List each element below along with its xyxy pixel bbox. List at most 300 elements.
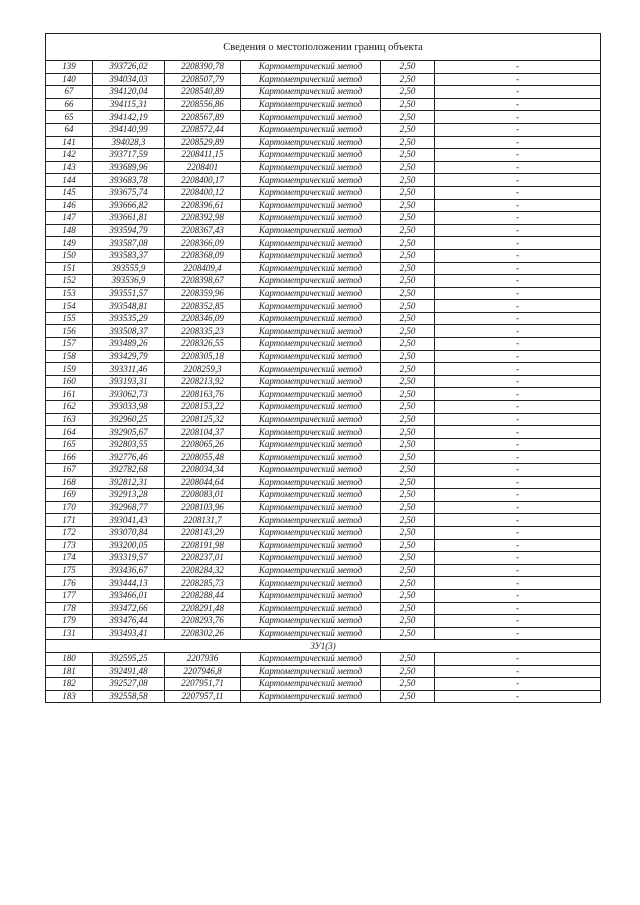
- note-cell: -: [435, 388, 601, 401]
- note-cell: -: [435, 602, 601, 615]
- coord-x-cell: 393429,79: [93, 350, 165, 363]
- coord-y-cell: 2208326,55: [165, 338, 241, 351]
- note-cell: -: [435, 690, 601, 703]
- table-row: [46, 564, 601, 577]
- table-row: [46, 438, 601, 451]
- coord-y-cell: 2208400,12: [165, 186, 241, 199]
- point-number-cell: 65: [46, 111, 93, 124]
- coord-y-cell: 2208305,18: [165, 350, 241, 363]
- point-number-cell: 131: [46, 627, 93, 640]
- note-cell: -: [435, 539, 601, 552]
- coord-x-cell: 393661,81: [93, 212, 165, 225]
- note-cell: -: [435, 86, 601, 99]
- coord-y-cell: 2208409,4: [165, 262, 241, 275]
- table-row: [46, 174, 601, 187]
- point-number-cell: 161: [46, 388, 93, 401]
- accuracy-cell: 2,50: [381, 249, 435, 262]
- coord-y-cell: 2208411,15: [165, 149, 241, 162]
- note-cell: -: [435, 451, 601, 464]
- coord-x-cell: 393726,02: [93, 61, 165, 74]
- coord-x-cell: 394028,3: [93, 136, 165, 149]
- coord-x-cell: 393033,98: [93, 401, 165, 414]
- table-row: [46, 665, 601, 678]
- method-cell: Картометрический метод: [241, 262, 381, 275]
- coord-y-cell: 2208335,23: [165, 325, 241, 338]
- point-number-cell: 168: [46, 476, 93, 489]
- point-number-cell: 162: [46, 401, 93, 414]
- coord-x-cell: 393548,81: [93, 300, 165, 313]
- coord-x-cell: 393666,82: [93, 199, 165, 212]
- coord-x-cell: 392812,31: [93, 476, 165, 489]
- table-row: [46, 300, 601, 313]
- method-cell: Картометрический метод: [241, 388, 381, 401]
- note-cell: -: [435, 224, 601, 237]
- note-cell: -: [435, 401, 601, 414]
- method-cell: Картометрический метод: [241, 464, 381, 477]
- method-cell: Картометрический метод: [241, 98, 381, 111]
- method-cell: Картометрический метод: [241, 678, 381, 691]
- accuracy-cell: 2,50: [381, 375, 435, 388]
- point-number-cell: 170: [46, 501, 93, 514]
- coord-y-cell: 2208153,22: [165, 401, 241, 414]
- accuracy-cell: 2,50: [381, 287, 435, 300]
- coord-y-cell: 2208367,43: [165, 224, 241, 237]
- table-row: [46, 652, 601, 665]
- point-number-cell: 154: [46, 300, 93, 313]
- coord-x-cell: 393041,43: [93, 514, 165, 527]
- coord-x-cell: 392776,46: [93, 451, 165, 464]
- point-number-cell: 153: [46, 287, 93, 300]
- coord-y-cell: 2208259,3: [165, 363, 241, 376]
- table-row: [46, 426, 601, 439]
- accuracy-cell: 2,50: [381, 136, 435, 149]
- table-row: [46, 615, 601, 628]
- coord-y-cell: 2208346,09: [165, 312, 241, 325]
- note-cell: -: [435, 489, 601, 502]
- accuracy-cell: 2,50: [381, 73, 435, 86]
- method-cell: Картометрический метод: [241, 186, 381, 199]
- coord-x-cell: 393311,46: [93, 363, 165, 376]
- coord-y-cell: 2207951,71: [165, 678, 241, 691]
- note-cell: -: [435, 325, 601, 338]
- note-cell: -: [435, 514, 601, 527]
- table-row: [46, 401, 601, 414]
- coord-y-cell: 2208131,7: [165, 514, 241, 527]
- method-cell: Картометрический метод: [241, 350, 381, 363]
- coord-x-cell: 392905,67: [93, 426, 165, 439]
- method-cell: Картометрический метод: [241, 312, 381, 325]
- point-number-cell: 171: [46, 514, 93, 527]
- note-cell: -: [435, 174, 601, 187]
- coord-x-cell: 393319,57: [93, 552, 165, 565]
- coord-x-cell: 393583,37: [93, 249, 165, 262]
- method-cell: Картометрический метод: [241, 287, 381, 300]
- table-row: [46, 224, 601, 237]
- table-row: [46, 199, 601, 212]
- coord-x-cell: 392527,08: [93, 678, 165, 691]
- coord-x-cell: 393493,41: [93, 627, 165, 640]
- point-number-cell: 177: [46, 589, 93, 602]
- method-cell: Картометрический метод: [241, 426, 381, 439]
- note-cell: -: [435, 375, 601, 388]
- note-cell: -: [435, 438, 601, 451]
- coord-y-cell: 2208507,79: [165, 73, 241, 86]
- coord-x-cell: 394115,31: [93, 98, 165, 111]
- method-cell: Картометрический метод: [241, 149, 381, 162]
- coord-y-cell: 2208284,32: [165, 564, 241, 577]
- table-title: Сведения о местоположении границ объекта: [46, 34, 601, 61]
- coord-y-cell: 2208143,29: [165, 526, 241, 539]
- coord-y-cell: 2208401: [165, 161, 241, 174]
- point-number-cell: 140: [46, 73, 93, 86]
- table-row: [46, 86, 601, 99]
- point-number-cell: 151: [46, 262, 93, 275]
- point-number-cell: 150: [46, 249, 93, 262]
- point-number-cell: 149: [46, 237, 93, 250]
- method-cell: Картометрический метод: [241, 602, 381, 615]
- note-cell: -: [435, 262, 601, 275]
- method-cell: Картометрический метод: [241, 627, 381, 640]
- method-cell: Картометрический метод: [241, 652, 381, 665]
- coord-x-cell: 393689,96: [93, 161, 165, 174]
- coord-y-cell: 2208163,76: [165, 388, 241, 401]
- table-row: [46, 123, 601, 136]
- coord-y-cell: 2208213,92: [165, 375, 241, 388]
- note-cell: -: [435, 678, 601, 691]
- accuracy-cell: 2,50: [381, 86, 435, 99]
- coord-y-cell: 2208104,37: [165, 426, 241, 439]
- accuracy-cell: 2,50: [381, 262, 435, 275]
- method-cell: Картометрический метод: [241, 224, 381, 237]
- point-number-cell: 152: [46, 275, 93, 288]
- accuracy-cell: 2,50: [381, 426, 435, 439]
- note-cell: -: [435, 161, 601, 174]
- method-cell: Картометрический метод: [241, 86, 381, 99]
- note-cell: -: [435, 275, 601, 288]
- point-number-cell: 156: [46, 325, 93, 338]
- coord-y-cell: 2208125,32: [165, 413, 241, 426]
- coord-y-cell: 2208291,48: [165, 602, 241, 615]
- point-number-cell: 144: [46, 174, 93, 187]
- coord-x-cell: 393535,29: [93, 312, 165, 325]
- method-cell: Картометрический метод: [241, 451, 381, 464]
- point-number-cell: 142: [46, 149, 93, 162]
- accuracy-cell: 2,50: [381, 589, 435, 602]
- method-cell: Картометрический метод: [241, 174, 381, 187]
- accuracy-cell: 2,50: [381, 552, 435, 565]
- point-number-cell: 175: [46, 564, 93, 577]
- coord-x-cell: 393594,79: [93, 224, 165, 237]
- boundary-table-page: [45, 33, 600, 703]
- table-row: [46, 237, 601, 250]
- method-cell: Картометрический метод: [241, 514, 381, 527]
- accuracy-cell: 2,50: [381, 678, 435, 691]
- method-cell: Картометрический метод: [241, 375, 381, 388]
- table-row: [46, 690, 601, 703]
- method-cell: Картометрический метод: [241, 589, 381, 602]
- accuracy-cell: 2,50: [381, 186, 435, 199]
- coord-x-cell: 392960,25: [93, 413, 165, 426]
- point-number-cell: 182: [46, 678, 93, 691]
- table-row: [46, 338, 601, 351]
- coord-x-cell: 393476,44: [93, 615, 165, 628]
- point-number-cell: 66: [46, 98, 93, 111]
- accuracy-cell: 2,50: [381, 237, 435, 250]
- method-cell: Картометрический метод: [241, 73, 381, 86]
- method-cell: Картометрический метод: [241, 111, 381, 124]
- point-number-cell: 143: [46, 161, 93, 174]
- note-cell: -: [435, 552, 601, 565]
- point-number-cell: 181: [46, 665, 93, 678]
- note-cell: -: [435, 589, 601, 602]
- note-cell: -: [435, 501, 601, 514]
- coord-x-cell: 393062,73: [93, 388, 165, 401]
- method-cell: Картометрический метод: [241, 123, 381, 136]
- accuracy-cell: 2,50: [381, 413, 435, 426]
- coord-x-cell: 393193,31: [93, 375, 165, 388]
- coord-y-cell: 2207957,11: [165, 690, 241, 703]
- accuracy-cell: 2,50: [381, 526, 435, 539]
- coord-y-cell: 2207946,8: [165, 665, 241, 678]
- coord-x-cell: 393536,9: [93, 275, 165, 288]
- method-cell: Картометрический метод: [241, 438, 381, 451]
- method-cell: Картометрический метод: [241, 212, 381, 225]
- note-cell: -: [435, 186, 601, 199]
- table-row: [46, 413, 601, 426]
- table-row: [46, 262, 601, 275]
- accuracy-cell: 2,50: [381, 438, 435, 451]
- point-number-cell: 155: [46, 312, 93, 325]
- coord-y-cell: 2208366,09: [165, 237, 241, 250]
- coord-x-cell: 393508,37: [93, 325, 165, 338]
- accuracy-cell: 2,50: [381, 476, 435, 489]
- accuracy-cell: 2,50: [381, 665, 435, 678]
- method-cell: Картометрический метод: [241, 249, 381, 262]
- method-cell: Картометрический метод: [241, 552, 381, 565]
- method-cell: Картометрический метод: [241, 665, 381, 678]
- method-cell: Картометрический метод: [241, 526, 381, 539]
- coord-y-cell: 2208034,34: [165, 464, 241, 477]
- coord-x-cell: 392968,77: [93, 501, 165, 514]
- accuracy-cell: 2,50: [381, 652, 435, 665]
- accuracy-cell: 2,50: [381, 149, 435, 162]
- coord-x-cell: 392558,58: [93, 690, 165, 703]
- coord-x-cell: 393444,13: [93, 577, 165, 590]
- coord-y-cell: 2208392,98: [165, 212, 241, 225]
- table-row: [46, 514, 601, 527]
- coord-x-cell: 393587,08: [93, 237, 165, 250]
- accuracy-cell: 2,50: [381, 401, 435, 414]
- accuracy-cell: 2,50: [381, 98, 435, 111]
- note-cell: -: [435, 652, 601, 665]
- coord-x-cell: 393683,78: [93, 174, 165, 187]
- point-number-cell: 167: [46, 464, 93, 477]
- table-row: [46, 136, 601, 149]
- table-row: [46, 350, 601, 363]
- coord-x-cell: 393551,57: [93, 287, 165, 300]
- coord-x-cell: 394120,04: [93, 86, 165, 99]
- table-row: [46, 526, 601, 539]
- method-cell: Картометрический метод: [241, 577, 381, 590]
- accuracy-cell: 2,50: [381, 690, 435, 703]
- point-number-cell: 157: [46, 338, 93, 351]
- point-number-cell: 148: [46, 224, 93, 237]
- note-cell: -: [435, 363, 601, 376]
- coord-y-cell: 2208237,01: [165, 552, 241, 565]
- table-row: [46, 312, 601, 325]
- coord-x-cell: 392913,28: [93, 489, 165, 502]
- method-cell: Картометрический метод: [241, 61, 381, 74]
- method-cell: Картометрический метод: [241, 325, 381, 338]
- table-row: [46, 539, 601, 552]
- point-number-cell: 64: [46, 123, 93, 136]
- method-cell: Картометрический метод: [241, 338, 381, 351]
- coord-y-cell: 2208352,85: [165, 300, 241, 313]
- accuracy-cell: 2,50: [381, 350, 435, 363]
- note-cell: -: [435, 136, 601, 149]
- table-row: [46, 161, 601, 174]
- accuracy-cell: 2,50: [381, 388, 435, 401]
- point-number-cell: 147: [46, 212, 93, 225]
- method-cell: Картометрический метод: [241, 300, 381, 313]
- coord-x-cell: 393555,9: [93, 262, 165, 275]
- table-row: [46, 375, 601, 388]
- accuracy-cell: 2,50: [381, 577, 435, 590]
- table-row: [46, 73, 601, 86]
- table-row: [46, 627, 601, 640]
- accuracy-cell: 2,50: [381, 464, 435, 477]
- coord-y-cell: 2208396,61: [165, 199, 241, 212]
- accuracy-cell: 2,50: [381, 312, 435, 325]
- accuracy-cell: 2,50: [381, 514, 435, 527]
- coord-x-cell: 393717,59: [93, 149, 165, 162]
- method-cell: Картометрический метод: [241, 489, 381, 502]
- table-row: [46, 325, 601, 338]
- accuracy-cell: 2,50: [381, 199, 435, 212]
- method-cell: Картометрический метод: [241, 237, 381, 250]
- coord-x-cell: 392782,68: [93, 464, 165, 477]
- coord-y-cell: 2208540,89: [165, 86, 241, 99]
- coord-y-cell: 2208293,76: [165, 615, 241, 628]
- note-cell: -: [435, 287, 601, 300]
- coord-y-cell: 2208572,44: [165, 123, 241, 136]
- table-row: [46, 577, 601, 590]
- coord-y-cell: 2208044,64: [165, 476, 241, 489]
- accuracy-cell: 2,50: [381, 363, 435, 376]
- point-number-cell: 146: [46, 199, 93, 212]
- coord-x-cell: 393436,67: [93, 564, 165, 577]
- coord-x-cell: 394140,99: [93, 123, 165, 136]
- accuracy-cell: 2,50: [381, 61, 435, 74]
- point-number-cell: 176: [46, 577, 93, 590]
- method-cell: Картометрический метод: [241, 199, 381, 212]
- boundary-coordinates-table: [45, 33, 601, 703]
- point-number-cell: 145: [46, 186, 93, 199]
- note-cell: -: [435, 300, 601, 313]
- accuracy-cell: 2,50: [381, 300, 435, 313]
- note-cell: -: [435, 111, 601, 124]
- coord-x-cell: 392491,48: [93, 665, 165, 678]
- accuracy-cell: 2,50: [381, 338, 435, 351]
- table-row: [46, 602, 601, 615]
- table-row: [46, 451, 601, 464]
- table-row: [46, 363, 601, 376]
- point-number-cell: 169: [46, 489, 93, 502]
- coord-y-cell: 2208065,26: [165, 438, 241, 451]
- point-number-cell: 178: [46, 602, 93, 615]
- note-cell: -: [435, 98, 601, 111]
- note-cell: -: [435, 199, 601, 212]
- table-row: [46, 111, 601, 124]
- accuracy-cell: 2,50: [381, 451, 435, 464]
- point-number-cell: 172: [46, 526, 93, 539]
- table-row: [46, 149, 601, 162]
- accuracy-cell: 2,50: [381, 224, 435, 237]
- coord-y-cell: 2208529,89: [165, 136, 241, 149]
- method-cell: Картометрический метод: [241, 615, 381, 628]
- table-row: [46, 464, 601, 477]
- accuracy-cell: 2,50: [381, 539, 435, 552]
- method-cell: Картометрический метод: [241, 275, 381, 288]
- coord-y-cell: 2208191,98: [165, 539, 241, 552]
- coord-x-cell: 393200,05: [93, 539, 165, 552]
- note-cell: -: [435, 350, 601, 363]
- accuracy-cell: 2,50: [381, 325, 435, 338]
- coord-x-cell: 394034,03: [93, 73, 165, 86]
- note-cell: -: [435, 665, 601, 678]
- table-row: [46, 287, 601, 300]
- accuracy-cell: 2,50: [381, 174, 435, 187]
- coord-y-cell: 2208359,96: [165, 287, 241, 300]
- point-number-cell: 158: [46, 350, 93, 363]
- accuracy-cell: 2,50: [381, 627, 435, 640]
- coord-y-cell: 2208398,67: [165, 275, 241, 288]
- method-cell: Картометрический метод: [241, 564, 381, 577]
- note-cell: -: [435, 61, 601, 74]
- point-number-cell: 159: [46, 363, 93, 376]
- point-number-cell: 164: [46, 426, 93, 439]
- method-cell: Картометрический метод: [241, 501, 381, 514]
- point-number-cell: 163: [46, 413, 93, 426]
- coord-x-cell: 393466,01: [93, 589, 165, 602]
- table-row: [46, 476, 601, 489]
- note-cell: -: [435, 476, 601, 489]
- coord-x-cell: 393489,26: [93, 338, 165, 351]
- coord-x-cell: 393472,66: [93, 602, 165, 615]
- coord-y-cell: 2208567,89: [165, 111, 241, 124]
- table-row: [46, 678, 601, 691]
- section-row: [46, 640, 601, 653]
- accuracy-cell: 2,50: [381, 123, 435, 136]
- note-cell: -: [435, 212, 601, 225]
- point-number-cell: 67: [46, 86, 93, 99]
- note-cell: -: [435, 149, 601, 162]
- method-cell: Картометрический метод: [241, 401, 381, 414]
- accuracy-cell: 2,50: [381, 161, 435, 174]
- note-cell: -: [435, 123, 601, 136]
- note-cell: -: [435, 615, 601, 628]
- accuracy-cell: 2,50: [381, 564, 435, 577]
- table-row: [46, 501, 601, 514]
- point-number-cell: 160: [46, 375, 93, 388]
- method-cell: Картометрический метод: [241, 476, 381, 489]
- table-row: [46, 61, 601, 74]
- method-cell: Картометрический метод: [241, 136, 381, 149]
- note-cell: -: [435, 464, 601, 477]
- point-number-cell: 139: [46, 61, 93, 74]
- point-number-cell: 173: [46, 539, 93, 552]
- table-row: [46, 388, 601, 401]
